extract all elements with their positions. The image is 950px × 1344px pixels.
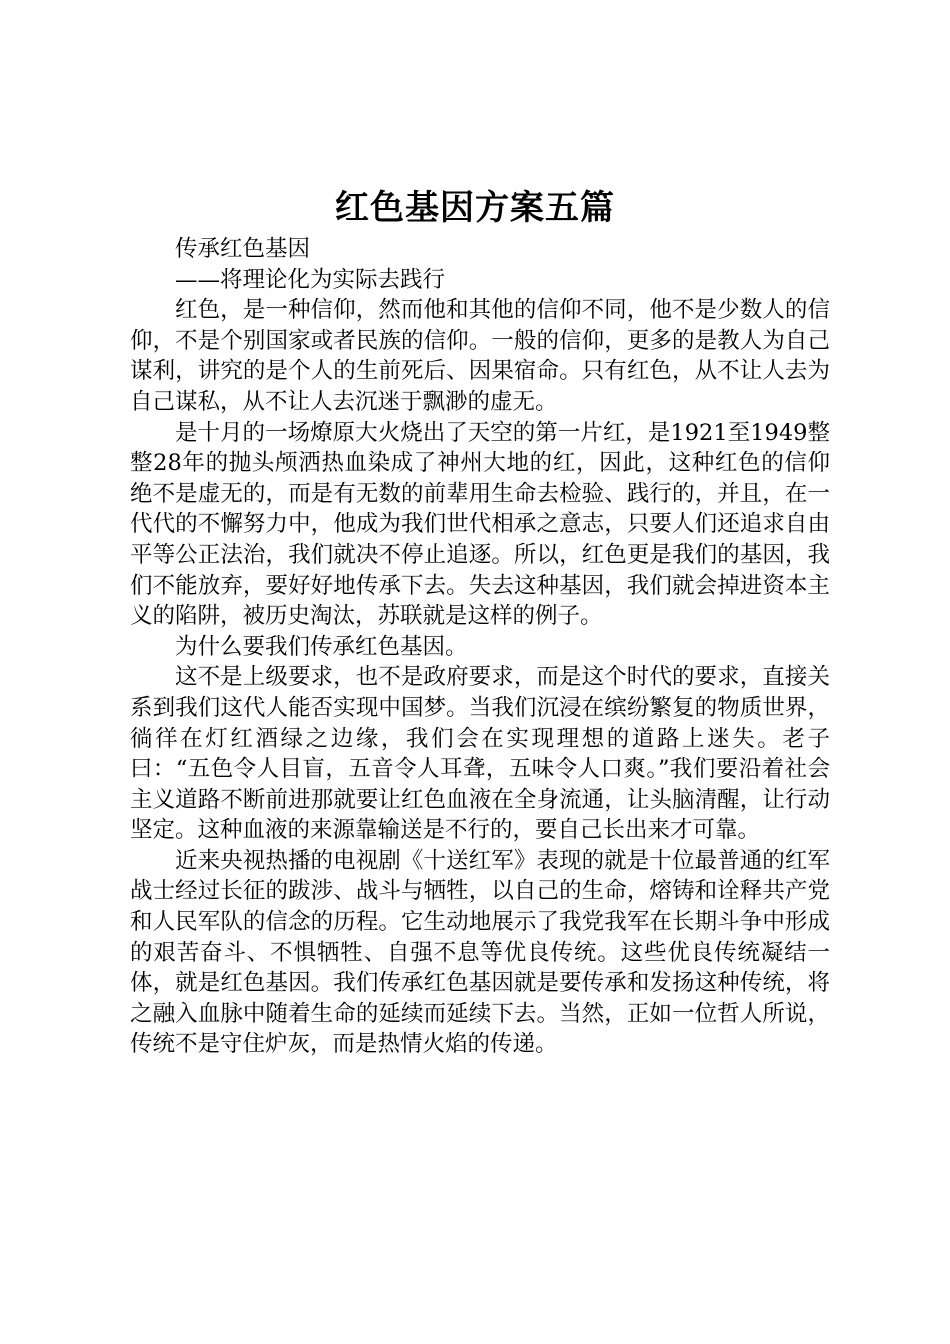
document-title: 红色基因方案五篇 bbox=[335, 188, 615, 228]
paragraph: 近来央视热播的电视剧《十送红军》表现的就是十位最普通的红军战士经过长征的跋涉、战斗与牺牲，以自己的生命，熔铸和诠释共产党和人民军队的信念的历程。它生动地展示了我党我军在长期斗争中形成的艰苦奋斗、不惧牺牲、自强不息等优良传统。这些优良传统凝结一体，就是红色基因。我们传承红色基因就是要传承和发扬这种传统，将之融入血脉中随着生命的延续而延续下去。当然，正如一位哲人所说，传统不是守住炉灰，而是热情火焰的传递。 bbox=[130, 847, 830, 1058]
document-body bbox=[130, 234, 830, 1060]
subtitle-line-2: ——将理论化为实际去践行 bbox=[175, 266, 446, 293]
paragraph: 这不是上级要求，也不是政府要求，而是这个时代的要求，直接关系到我们这代人能否实现中国梦。当我们沉浸在缤纷繁复的物质世界，徜徉在灯红酒绿之边缘，我们会在实现理想的道路上迷失。老子曰：“五色令人目盲，五音令人耳聋，五味令人口爽。”我们要沿着社会主义道路不断前进那就要让红色血液在全身流通，让头脑清醒，让行动坚定。这种血液的来源靠输送是不行的，要自己长出来才可靠。 bbox=[130, 664, 830, 844]
paragraph: 为什么要我们传承红色基因。 bbox=[175, 633, 468, 660]
paragraph: 是十月的一场燎原大火烧出了天空的第一片红，是1921至1949整整28年的抛头颅洒热血染成了神州大地的红，因此，这种红色的信仰绝不是虚无的，而是有无数的前辈用生命去检验、践行的，并且，在一代代的不懈努力中，他成为我们世代相承之意志，只要人们还追求自由平等公正法治，我们就决不停止追逐。所以，红色更是我们的基因，我们不能放弃，要好好地传承下去。失去这种基因，我们就会掉进资本主义的陷阱，被历史淘汰，苏联就是这样的例子。 bbox=[130, 419, 830, 630]
paragraph: 红色，是一种信仰，然而他和其他的信仰不同，他不是少数人的信仰，不是个别国家或者民族的信仰。一般的信仰，更多的是教人为自己谋利，讲究的是个人的生前死后、因果宿命。只有红色，从不让人去为自己谋私，从不让人去沉迷于飘渺的虚无。 bbox=[130, 297, 830, 415]
subtitle-line-1: 传承红色基因 bbox=[175, 236, 311, 262]
